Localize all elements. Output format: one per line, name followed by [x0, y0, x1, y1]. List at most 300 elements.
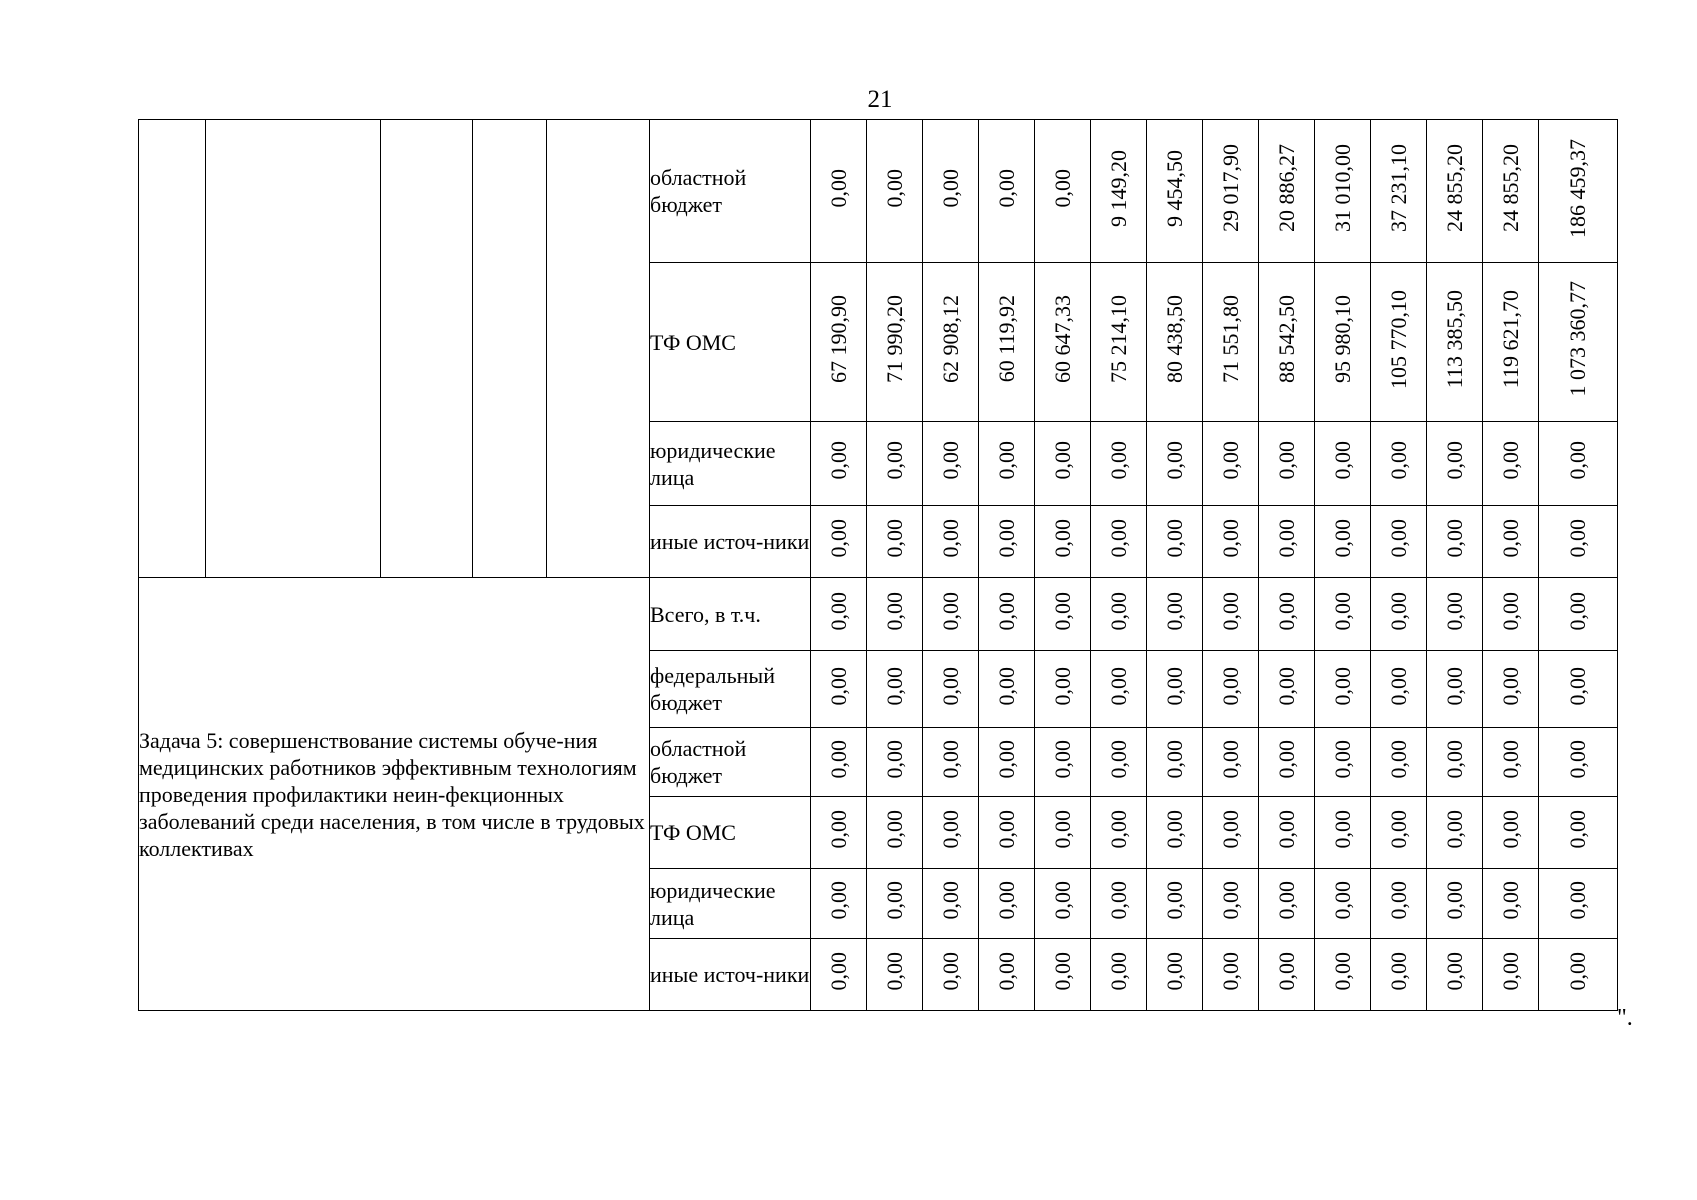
value-cell [1427, 728, 1483, 797]
value-text: 0,00 [1441, 810, 1467, 849]
value-text: 0,00 [1565, 519, 1590, 558]
value-cell [1147, 506, 1203, 578]
value-text: 0,00 [825, 168, 851, 208]
value-cell [1091, 263, 1147, 422]
value-cell [979, 728, 1035, 797]
value-text: 113 385,50 [1441, 289, 1467, 389]
value-cell [979, 651, 1035, 728]
funding-source-label: ТФ ОМС [650, 263, 811, 422]
value-text: 0,00 [825, 519, 851, 558]
value-text: 0,00 [1273, 881, 1299, 920]
value-cell [1539, 797, 1618, 869]
value-cell [1315, 263, 1371, 422]
value-text: 0,00 [825, 881, 851, 920]
value-cell [1427, 120, 1483, 263]
value-cell [923, 120, 979, 263]
value-cell [1147, 120, 1203, 263]
value-text: 0,00 [1565, 666, 1590, 706]
value-text: 0,00 [1161, 591, 1187, 631]
value-text: 0,00 [1049, 591, 1075, 631]
value-text: 0,00 [1273, 739, 1299, 779]
value-cell [923, 797, 979, 869]
value-cell [1371, 578, 1427, 651]
value-text: 0,00 [825, 739, 851, 779]
value-cell [1203, 651, 1259, 728]
value-cell [979, 506, 1035, 578]
value-text: 0,00 [1049, 666, 1075, 706]
value-text: 105 770,10 [1385, 289, 1411, 389]
value-text: 0,00 [937, 168, 963, 208]
value-cell [1371, 120, 1427, 263]
value-cell [1091, 869, 1147, 939]
value-text: 0,00 [1385, 810, 1411, 849]
value-text: 0,00 [1329, 810, 1355, 849]
funding-source-label: ТФ ОМС [650, 797, 811, 869]
value-cell [1259, 120, 1315, 263]
value-cell [1371, 263, 1427, 422]
value-cell [811, 728, 867, 797]
value-text: 0,00 [1441, 519, 1467, 558]
value-cell [1315, 651, 1371, 728]
value-cell [979, 939, 1035, 1011]
value-cell [1203, 578, 1259, 651]
value-text: 37 231,10 [1385, 144, 1411, 232]
value-text: 0,00 [881, 666, 907, 706]
value-text: 0,00 [1329, 952, 1355, 991]
value-cell [1091, 578, 1147, 651]
value-text: 0,00 [1565, 591, 1590, 631]
value-cell [1259, 939, 1315, 1011]
value-text: 0,00 [1441, 952, 1467, 991]
value-text: 71 990,20 [881, 295, 907, 383]
value-cell [811, 939, 867, 1011]
value-cell [1315, 578, 1371, 651]
value-text: 0,00 [1049, 881, 1075, 920]
value-text: 0,00 [1217, 591, 1243, 631]
value-cell [1427, 578, 1483, 651]
value-text: 0,00 [881, 168, 907, 208]
value-cell [811, 422, 867, 506]
value-text: 0,00 [1565, 881, 1590, 920]
value-text: 0,00 [937, 952, 963, 991]
value-cell [1315, 422, 1371, 506]
value-cell [1091, 797, 1147, 869]
value-text: 0,00 [1565, 952, 1590, 991]
value-cell [1203, 120, 1259, 263]
value-cell [1035, 797, 1091, 869]
value-cell [1259, 506, 1315, 578]
value-cell [979, 120, 1035, 263]
value-cell [1203, 939, 1259, 1011]
value-cell [979, 263, 1035, 422]
value-text: 0,00 [1329, 881, 1355, 920]
funding-source-label: федеральный бюджет [650, 651, 811, 728]
value-text: 0,00 [937, 666, 963, 706]
value-cell [923, 578, 979, 651]
value-text: 0,00 [1565, 810, 1590, 849]
value-text: 0,00 [993, 519, 1019, 558]
value-cell [1483, 263, 1539, 422]
value-text: 0,00 [937, 881, 963, 920]
value-cell [867, 422, 923, 506]
value-text: 0,00 [937, 441, 963, 480]
value-text: 0,00 [825, 810, 851, 849]
value-text: 119 621,70 [1497, 289, 1523, 389]
value-cell [1091, 422, 1147, 506]
value-cell [1427, 939, 1483, 1011]
value-cell [1035, 422, 1091, 506]
value-text: 0,00 [1441, 881, 1467, 920]
value-text: 0,00 [1049, 441, 1075, 480]
value-cell [1203, 263, 1259, 422]
value-cell [1035, 506, 1091, 578]
value-cell [1427, 797, 1483, 869]
value-cell [1035, 651, 1091, 728]
value-text: 0,00 [1329, 739, 1355, 779]
empty-cell [547, 120, 650, 578]
value-text: 0,00 [1497, 952, 1523, 991]
value-text: 67 190,90 [825, 295, 851, 383]
table-row [139, 120, 1618, 263]
value-text: 24 855,20 [1497, 144, 1523, 232]
value-text: 0,00 [1385, 666, 1411, 706]
value-cell [811, 578, 867, 651]
value-cell [1315, 120, 1371, 263]
value-text: 29 017,90 [1217, 144, 1243, 232]
value-text: 0,00 [1385, 952, 1411, 991]
value-cell [1203, 728, 1259, 797]
value-cell [1539, 578, 1618, 651]
funding-source-label: юридические лица [650, 422, 811, 506]
value-cell [1147, 869, 1203, 939]
value-cell [867, 578, 923, 651]
value-text: 0,00 [881, 739, 907, 779]
value-cell [1147, 578, 1203, 651]
value-text: 0,00 [1385, 519, 1411, 558]
value-cell [1371, 797, 1427, 869]
value-cell [811, 651, 867, 728]
value-cell [1539, 869, 1618, 939]
value-cell [867, 939, 923, 1011]
value-cell [1091, 939, 1147, 1011]
value-cell [1259, 797, 1315, 869]
value-text: 0,00 [1217, 739, 1243, 779]
task-description: Задача 5: совершенствование системы обуче-ния медицинских работников эффективным технологиям проведения профилактики неин-фекционных заболеваний среди населения, в том числе в трудовых коллективах [139, 578, 650, 1011]
value-text: 0,00 [1161, 952, 1187, 991]
value-cell [1147, 422, 1203, 506]
value-cell [1315, 797, 1371, 869]
value-cell [1483, 578, 1539, 651]
value-text: 0,00 [1329, 666, 1355, 706]
value-cell [979, 797, 1035, 869]
value-text: 0,00 [1565, 441, 1590, 480]
value-cell [1315, 728, 1371, 797]
value-cell [1427, 263, 1483, 422]
value-text: 0,00 [1049, 952, 1075, 991]
value-text: 0,00 [1497, 519, 1523, 558]
value-text: 0,00 [1329, 519, 1355, 558]
value-cell [1259, 869, 1315, 939]
funding-source-label: юридические лица [650, 869, 811, 939]
value-text: 0,00 [1497, 666, 1523, 706]
value-text: 0,00 [1385, 881, 1411, 920]
value-cell [811, 797, 867, 869]
value-text: 0,00 [937, 519, 963, 558]
value-text: 0,00 [1329, 591, 1355, 631]
value-cell [1259, 728, 1315, 797]
value-text: 0,00 [1217, 810, 1243, 849]
value-text: 0,00 [1161, 441, 1187, 480]
value-text: 0,00 [993, 952, 1019, 991]
value-cell [1035, 728, 1091, 797]
value-cell [1259, 263, 1315, 422]
value-cell [867, 120, 923, 263]
page-number: 21 [867, 86, 893, 113]
value-text: 0,00 [1497, 591, 1523, 631]
value-text: 0,00 [1385, 441, 1411, 480]
value-text: 0,00 [1161, 519, 1187, 558]
value-cell [923, 651, 979, 728]
value-cell [1259, 651, 1315, 728]
value-text: 95 980,10 [1329, 295, 1355, 383]
value-cell [1483, 939, 1539, 1011]
value-cell [811, 506, 867, 578]
funding-source-label: иные источ-ники [650, 506, 811, 578]
value-text: 0,00 [825, 591, 851, 631]
value-text: 0,00 [1497, 441, 1523, 480]
value-text: 0,00 [1329, 441, 1355, 480]
empty-cell [139, 120, 206, 578]
value-text: 0,00 [1273, 441, 1299, 480]
value-text: 0,00 [1049, 519, 1075, 558]
value-cell [867, 263, 923, 422]
value-text: 0,00 [993, 881, 1019, 920]
value-cell [1371, 422, 1427, 506]
value-text: 0,00 [881, 441, 907, 480]
value-text: 0,00 [1217, 666, 1243, 706]
value-text: 0,00 [1273, 810, 1299, 849]
value-text: 0,00 [1441, 441, 1467, 480]
value-text: 0,00 [1049, 810, 1075, 849]
value-cell [1147, 651, 1203, 728]
value-cell [1147, 797, 1203, 869]
value-text: 62 908,12 [937, 295, 963, 383]
value-cell [1035, 120, 1091, 263]
value-text: 0,00 [993, 168, 1019, 208]
value-cell [1035, 263, 1091, 422]
value-text: 0,00 [993, 810, 1019, 849]
value-text: 0,00 [1497, 810, 1523, 849]
value-text: 0,00 [1497, 739, 1523, 779]
value-cell [1371, 506, 1427, 578]
funding-source-label: иные источ-ники [650, 939, 811, 1011]
value-cell [1539, 422, 1618, 506]
value-cell [1539, 120, 1618, 263]
value-cell [979, 869, 1035, 939]
value-text: 0,00 [881, 519, 907, 558]
value-cell [1483, 797, 1539, 869]
value-text: 75 214,10 [1105, 295, 1131, 383]
empty-cell [206, 120, 381, 578]
value-cell [1259, 422, 1315, 506]
value-text: 0,00 [1105, 952, 1131, 991]
value-cell [1035, 869, 1091, 939]
value-cell [1091, 120, 1147, 263]
value-cell [811, 263, 867, 422]
value-text: 0,00 [1105, 881, 1131, 920]
value-text: 0,00 [1441, 591, 1467, 631]
value-cell [1203, 506, 1259, 578]
value-text: 186 459,37 [1565, 138, 1590, 238]
value-text: 0,00 [825, 952, 851, 991]
value-text: 0,00 [1049, 168, 1075, 208]
value-cell [1147, 728, 1203, 797]
value-cell [1091, 651, 1147, 728]
value-cell [923, 728, 979, 797]
value-cell [1539, 506, 1618, 578]
value-cell [1371, 651, 1427, 728]
value-text: 0,00 [993, 441, 1019, 480]
value-cell [923, 506, 979, 578]
value-text: 0,00 [1273, 519, 1299, 558]
value-cell [923, 263, 979, 422]
value-text: 0,00 [937, 739, 963, 779]
value-cell [1203, 797, 1259, 869]
value-text: 0,00 [1217, 952, 1243, 991]
value-cell [1427, 422, 1483, 506]
value-text: 0,00 [1273, 591, 1299, 631]
value-cell [1427, 869, 1483, 939]
value-cell [1539, 263, 1618, 422]
value-cell [1203, 869, 1259, 939]
value-cell [867, 869, 923, 939]
value-text: 0,00 [1441, 666, 1467, 706]
value-text: 0,00 [881, 810, 907, 849]
value-text: 24 855,20 [1441, 144, 1467, 232]
value-text: 71 551,80 [1217, 295, 1243, 383]
value-cell [979, 578, 1035, 651]
value-cell [1483, 120, 1539, 263]
value-cell [923, 939, 979, 1011]
value-text: 0,00 [1217, 881, 1243, 920]
value-text: 0,00 [1049, 739, 1075, 779]
value-text: 88 542,50 [1273, 295, 1299, 383]
value-text: 0,00 [1161, 810, 1187, 849]
value-text: 0,00 [1273, 666, 1299, 706]
value-cell [1091, 506, 1147, 578]
value-text: 0,00 [1565, 739, 1590, 779]
value-cell [923, 869, 979, 939]
value-cell [1427, 506, 1483, 578]
value-text: 0,00 [937, 591, 963, 631]
funding-source-label: областной бюджет [650, 120, 811, 263]
value-cell [1483, 506, 1539, 578]
value-cell [867, 651, 923, 728]
value-cell [1371, 728, 1427, 797]
value-text: 0,00 [1217, 441, 1243, 480]
value-text: 0,00 [1161, 666, 1187, 706]
value-cell [1091, 728, 1147, 797]
value-text: 0,00 [937, 810, 963, 849]
value-text: 0,00 [825, 666, 851, 706]
value-cell [923, 422, 979, 506]
value-cell [979, 422, 1035, 506]
value-cell [1539, 728, 1618, 797]
value-text: 0,00 [1105, 810, 1131, 849]
funding-source-label: областной бюджет [650, 728, 811, 797]
value-cell [1483, 728, 1539, 797]
value-text: 9 454,50 [1161, 149, 1187, 227]
value-cell [1427, 651, 1483, 728]
value-cell [1483, 422, 1539, 506]
value-cell [1371, 869, 1427, 939]
value-cell [1147, 939, 1203, 1011]
value-cell [1035, 939, 1091, 1011]
value-text: 0,00 [993, 739, 1019, 779]
value-cell [867, 728, 923, 797]
value-text: 0,00 [993, 591, 1019, 631]
value-cell [1315, 506, 1371, 578]
value-cell [867, 797, 923, 869]
value-cell [1315, 939, 1371, 1011]
value-cell [811, 869, 867, 939]
value-text: 0,00 [1105, 519, 1131, 558]
value-text: 0,00 [1273, 952, 1299, 991]
value-cell [867, 506, 923, 578]
value-cell [1539, 651, 1618, 728]
value-cell [1539, 939, 1618, 1011]
value-text: 0,00 [1105, 591, 1131, 631]
value-text: 0,00 [1105, 739, 1131, 779]
value-text: 0,00 [1441, 739, 1467, 779]
value-text: 9 149,20 [1105, 149, 1131, 227]
value-text: 0,00 [1217, 519, 1243, 558]
value-cell [1259, 578, 1315, 651]
value-text: 0,00 [1105, 666, 1131, 706]
value-text: 0,00 [1385, 591, 1411, 631]
value-text: 0,00 [881, 952, 907, 991]
funding-source-label: Всего, в т.ч. [650, 578, 811, 651]
value-text: 0,00 [1161, 739, 1187, 779]
value-text: 0,00 [825, 441, 851, 480]
value-text: 1 073 360,77 [1565, 281, 1590, 397]
value-text: 60 647,33 [1049, 295, 1075, 383]
value-cell [1203, 422, 1259, 506]
empty-cell [473, 120, 547, 578]
closing-quote-mark: ". [1617, 1005, 1633, 1031]
value-cell [1483, 869, 1539, 939]
value-text: 0,00 [1385, 739, 1411, 779]
value-cell [1371, 939, 1427, 1011]
value-text: 0,00 [1161, 881, 1187, 920]
budget-table [138, 119, 1618, 1011]
value-cell [1147, 263, 1203, 422]
value-text: 60 119,92 [993, 295, 1019, 383]
table-row [139, 578, 1618, 651]
value-text: 31 010,00 [1329, 144, 1355, 232]
empty-cell [381, 120, 473, 578]
value-text: 0,00 [1105, 441, 1131, 480]
value-text: 0,00 [881, 591, 907, 631]
value-text: 0,00 [1497, 881, 1523, 920]
value-text: 0,00 [993, 666, 1019, 706]
value-text: 80 438,50 [1161, 295, 1187, 383]
value-text: 20 886,27 [1273, 144, 1299, 232]
value-cell [811, 120, 867, 263]
value-text: 0,00 [881, 881, 907, 920]
value-cell [1035, 578, 1091, 651]
value-cell [1315, 869, 1371, 939]
